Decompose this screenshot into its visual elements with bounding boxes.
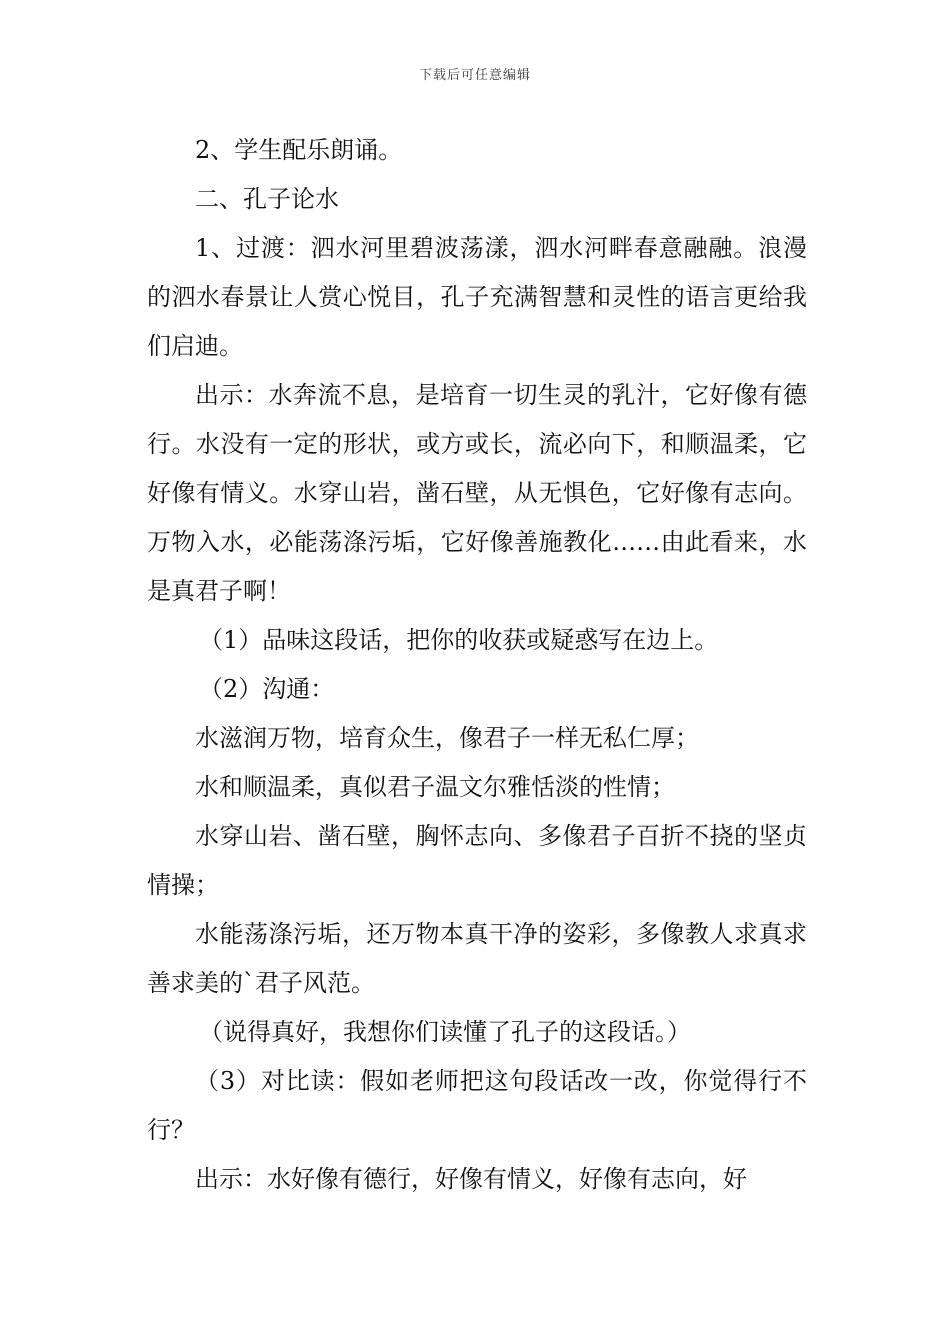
- section-heading-confucius-on-water: 二、孔子论水: [195, 185, 339, 213]
- document-body: [147, 126, 807, 1204]
- paragraph-step-2: （2）沟通：: [199, 675, 335, 703]
- paragraph-display-quote: 出示：水奔流不息，是培育一切生灵的乳汁，它好像有德行。水没有一定的形状，或方或长，流必向下，和顺温柔，它好像有情义。水穿山岩，凿石壁，从无惧色，它好像有志向。万物入水，必能荡涤污垢，它好像善施教化……由此看来，水是真君子啊！: [147, 381, 807, 605]
- paragraph-water-virtue-3: 水穿山岩、凿石壁，胸怀志向、多像君子百折不挠的坚贞情操；: [147, 822, 807, 899]
- paragraph-water-virtue-4: 水能荡涤污垢，还万物本真干净的姿彩，多像教人求真求善求美的`君子风范。: [147, 920, 807, 997]
- paragraph-display-revised: 出示：水好像有德行，好像有情义，好像有志向，好: [195, 1165, 747, 1193]
- paragraph-step-1: （1）品味这段话，把你的收获或疑惑写在边上。: [199, 626, 719, 654]
- paragraph-step-3: （3）对比读：假如老师把这句段话改一改，你觉得行不行？: [147, 1067, 807, 1144]
- page-header-note: 下载后可任意编辑: [418, 68, 531, 83]
- paragraph-water-virtue-2: 水和顺温柔，真似君子温文尔雅恬淡的性情；: [195, 773, 675, 801]
- paragraph-recitation: 2、学生配乐朗诵。: [195, 136, 403, 164]
- paragraph-teacher-comment: （说得真好，我想你们读懂了孔子的这段话。）: [199, 1018, 691, 1046]
- paragraph-water-virtue-1: 水滋润万物，培育众生，像君子一样无私仁厚；: [195, 724, 699, 752]
- paragraph-transition: 1、过渡：泗水河里碧波荡漾，泗水河畔春意融融。浪漫的泗水春景让人赏心悦目，孔子充满智慧和灵性的语言更给我们启迪。: [147, 234, 807, 360]
